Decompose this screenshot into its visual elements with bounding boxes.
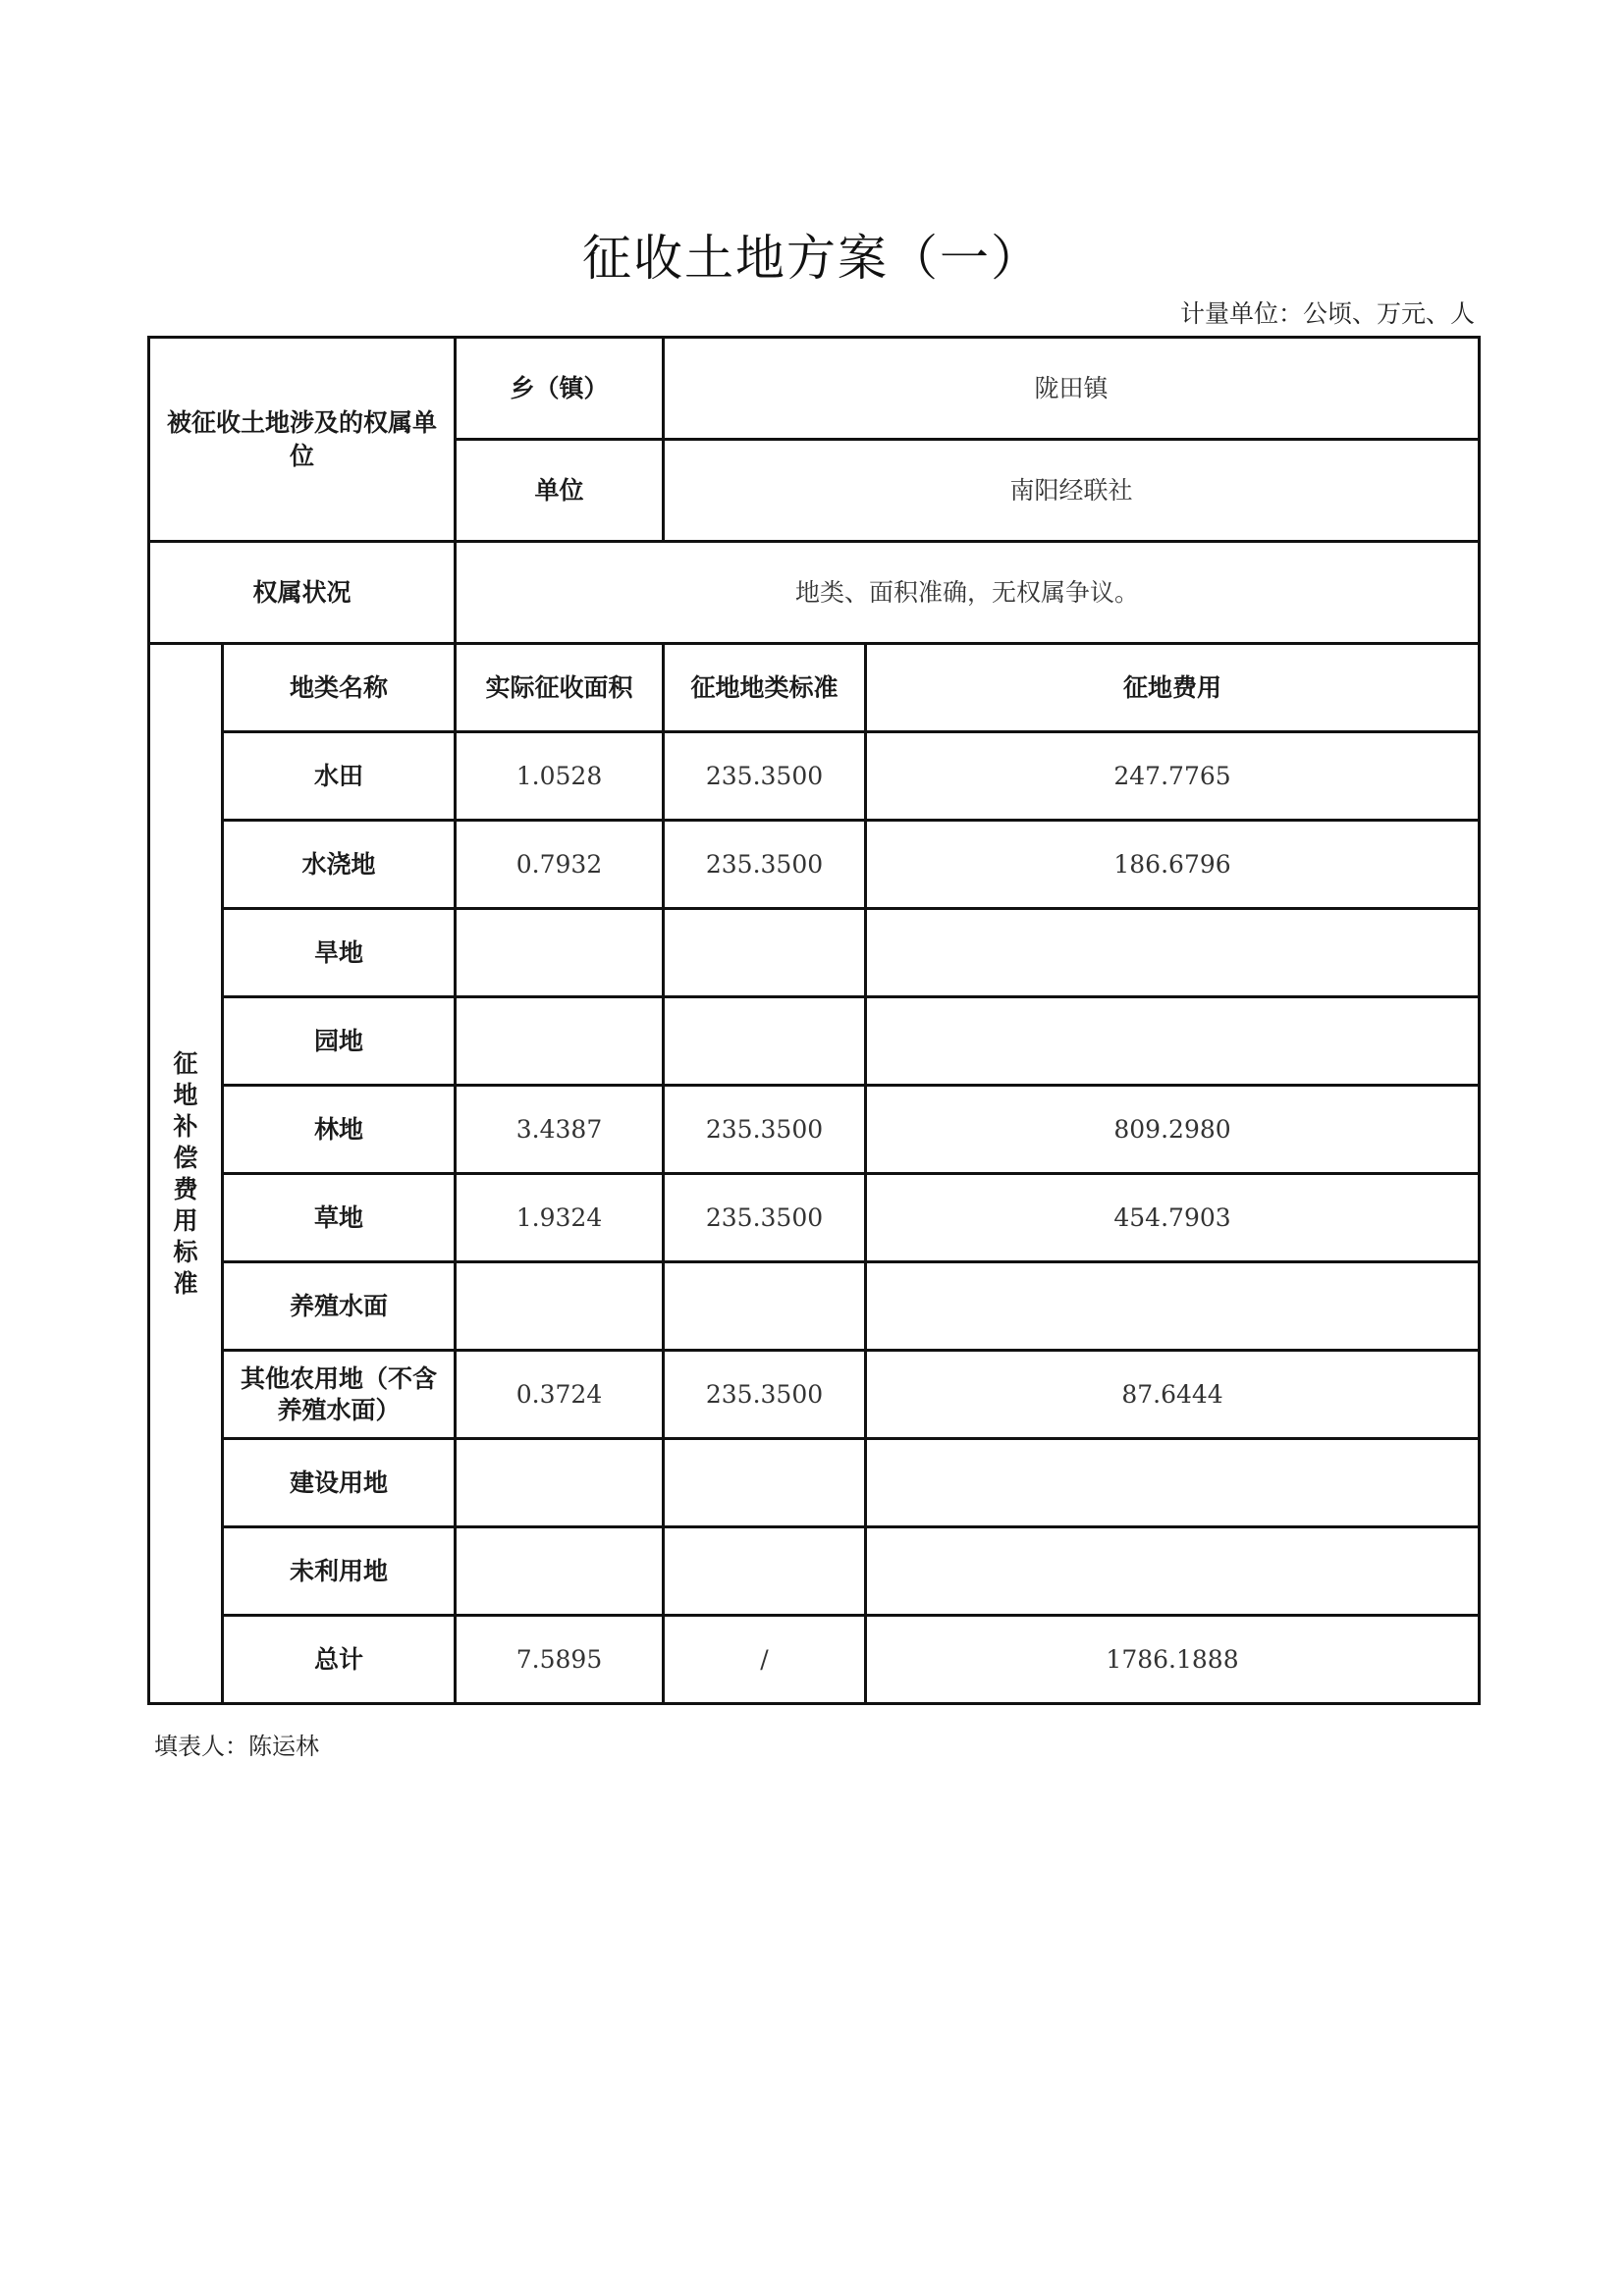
area-cell <box>456 909 664 997</box>
section-label-char: 地 <box>173 1080 198 1109</box>
standard-cell: 235.3500 <box>664 1174 866 1262</box>
section-label-char: 准 <box>173 1268 198 1298</box>
land-type-name: 园地 <box>223 997 456 1086</box>
table-row <box>149 1439 1480 1527</box>
header-land-type: 地类名称 <box>223 644 456 732</box>
page-title: 征收土地方案（一） <box>582 230 1042 287</box>
table-row <box>149 1086 1480 1174</box>
land-type-name: 建设用地 <box>223 1439 456 1527</box>
ownership-label: 被征收土地涉及的权属单位 <box>149 338 456 542</box>
fee-cell: 87.6444 <box>866 1351 1480 1439</box>
total-standard: / <box>664 1616 866 1704</box>
table-row <box>149 909 1480 997</box>
header-area: 实际征收面积 <box>456 644 664 732</box>
fee-cell <box>866 909 1480 997</box>
total-row <box>149 1616 1480 1704</box>
section-label-char: 费 <box>173 1174 198 1203</box>
unit-note: 计量单位：公顷、万元、人 <box>1179 299 1475 328</box>
area-cell: 1.0528 <box>456 732 664 821</box>
form-filler: 填表人：陈运林 <box>154 1733 319 1760</box>
header-fee: 征地费用 <box>866 644 1480 732</box>
total-area: 7.5895 <box>456 1616 664 1704</box>
land-type-name: 养殖水面 <box>223 1262 456 1351</box>
area-cell <box>456 997 664 1086</box>
standard-cell: 235.3500 <box>664 1351 866 1439</box>
township-label: 乡（镇） <box>456 338 664 440</box>
table-row <box>149 821 1480 909</box>
area-cell: 0.7932 <box>456 821 664 909</box>
fee-cell <box>866 1439 1480 1527</box>
fee-cell: 186.6796 <box>866 821 1480 909</box>
section-label-char: 偿 <box>173 1143 198 1172</box>
fee-cell: 454.7903 <box>866 1174 1480 1262</box>
standard-cell <box>664 1262 866 1351</box>
land-acquisition-table <box>147 336 1481 1705</box>
standard-cell <box>664 909 866 997</box>
area-cell <box>456 1527 664 1616</box>
fee-cell <box>866 1527 1480 1616</box>
township-value: 陇田镇 <box>664 338 1480 440</box>
section-label-char: 补 <box>173 1111 198 1141</box>
section-label-char: 用 <box>173 1205 198 1235</box>
table-row <box>149 1351 1480 1439</box>
table-row <box>149 997 1480 1086</box>
standard-cell: 235.3500 <box>664 732 866 821</box>
land-type-name: 水浇地 <box>223 821 456 909</box>
standard-cell: 235.3500 <box>664 1086 866 1174</box>
fee-cell <box>866 997 1480 1086</box>
fee-cell: 247.7765 <box>866 732 1480 821</box>
standard-cell <box>664 997 866 1086</box>
area-cell <box>456 1262 664 1351</box>
fee-cell <box>866 1262 1480 1351</box>
table-row <box>149 1174 1480 1262</box>
standard-cell <box>664 1527 866 1616</box>
table-row <box>149 1527 1480 1616</box>
area-cell: 3.4387 <box>456 1086 664 1174</box>
header-standard: 征地地类标准 <box>664 644 866 732</box>
land-type-name: 未利用地 <box>223 1527 456 1616</box>
table-row <box>149 732 1480 821</box>
table-row <box>149 1262 1480 1351</box>
rights-status-label: 权属状况 <box>149 542 456 644</box>
land-type-name: 旱地 <box>223 909 456 997</box>
fee-cell: 809.2980 <box>866 1086 1480 1174</box>
unit-value: 南阳经联社 <box>664 440 1480 542</box>
section-label-char: 标 <box>173 1237 198 1266</box>
land-type-name: 草地 <box>223 1174 456 1262</box>
land-type-name: 其他农用地（不含养殖水面） <box>223 1351 456 1439</box>
area-cell: 0.3724 <box>456 1351 664 1439</box>
unit-label: 单位 <box>456 440 664 542</box>
area-cell: 1.9324 <box>456 1174 664 1262</box>
compensation-section-label <box>149 644 223 1704</box>
land-type-name: 水田 <box>223 732 456 821</box>
land-type-name: 林地 <box>223 1086 456 1174</box>
total-label: 总计 <box>223 1616 456 1704</box>
standard-cell <box>664 1439 866 1527</box>
header-row <box>149 644 1480 732</box>
standard-cell: 235.3500 <box>664 821 866 909</box>
section-label-char: 征 <box>173 1048 198 1078</box>
rights-status-value: 地类、面积准确，无权属争议。 <box>456 542 1480 644</box>
total-fee: 1786.1888 <box>866 1616 1480 1704</box>
area-cell <box>456 1439 664 1527</box>
